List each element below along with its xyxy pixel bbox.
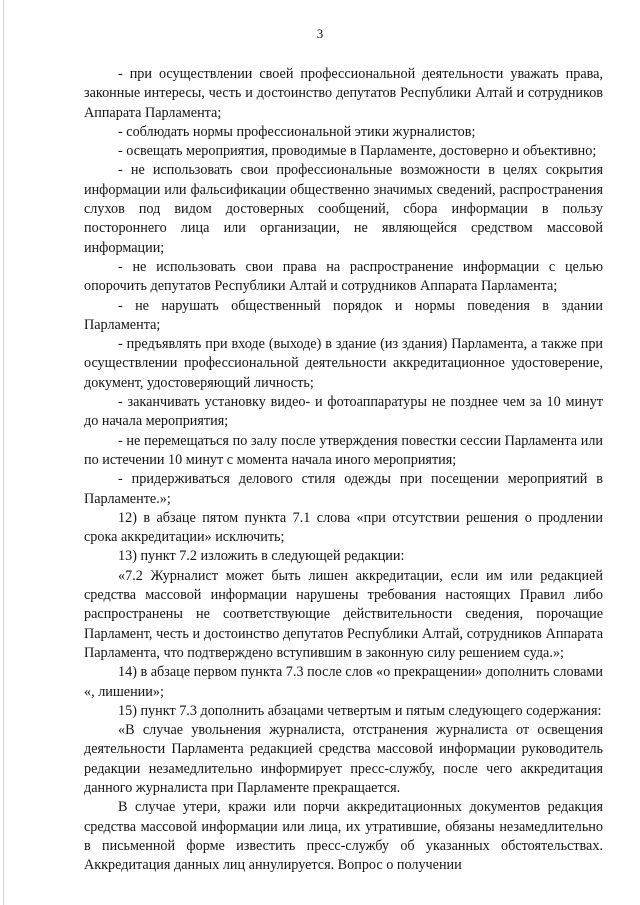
paragraph-item-12: 12) в абзаце пятом пункта 7.1 слова «при отсутствии решения о продлении срока аккредитации» исключить; [84, 509, 603, 546]
paragraph-loss: В случае утери, кражи или порчи аккредитационных документов редакция средства массовой информации или лица, их утратившие, обязаны незамедлительно в письменной форме известить пресс-службу об указанных обстоятельствах. Аккредитация данных лиц аннулируется. Вопрос о получении [84, 799, 603, 874]
paragraph-no-misuse: - не использовать свои профессиональные возможности в целях сокрытия информации или фальсификации общественно значимых сведений, распространения слухов под видом достоверных сообщений, сбора информации в пользу постороннего лица или организации, не являющейся средством массовой информации; [84, 162, 603, 256]
document-body [84, 65, 603, 875]
paragraph-dress-code: - придерживаться делового стиля одежды при посещении мероприятий в Парламенте.»; [84, 471, 603, 507]
paragraph-item-13: 13) пункт 7.2 изложить в следующей редакции: [118, 548, 405, 565]
paragraph-respect-rights: - при осуществлении своей профессиональной деятельности уважать права, законные интересы, честь и достоинство депутатов Республики Алтай и сотрудников Аппарата Парламента; [84, 66, 603, 121]
paragraph-no-defame: - не использовать свои права на распространение информации с целью опорочить депутатов Республики Алтай и сотрудников Аппарата Парламента; [84, 258, 603, 295]
page-number: 3 [316, 26, 324, 41]
paragraph-equipment-setup: - заканчивать установку видео- и фотоаппаратуры не позднее чем за 10 минут до начала мероприятия; [84, 394, 603, 430]
paragraph-no-moving: - не перемещаться по залу после утверждения повестки сессии Парламента или по истечении 10 минут с момента начала иного мероприятия; [84, 432, 603, 468]
paragraph-ethics: - соблюдать нормы профессиональной этики журналистов; [118, 123, 476, 140]
paragraph-dismissal: «В случае увольнения журналиста, отстранения журналиста от освещения деятельности Парламента редакцией средства массовой информации руководитель редакции незамедлительно информирует пресс-службу, после чего аккредитация данного журналиста при Парламенте прекращается. [84, 722, 603, 796]
paragraph-public-order: - не нарушать общественный порядок и нормы поведения в здании Парламента; [84, 297, 603, 333]
paragraph-cover-events: - освещать мероприятия, проводимые в Парламенте, достоверно и объективно; [118, 143, 597, 160]
paragraph-point-7-2: «7.2 Журналист может быть лишен аккредитации, если им или редакцией средства массовой информации нарушены требования настоящих Правил либо распространены не соответствующие действительности сведения, порочащие Парламент, честь и достоинство депутатов Республики Алтай, сотрудников Аппарата Парламента, что подтверждено вступившим в законную силу решением суда.»; [84, 567, 603, 661]
paragraph-item-15: 15) пункт 7.3 дополнить абзацами четвертым и пятым следующего содержания: [118, 702, 602, 719]
paragraph-present-id: - предъявлять при входе (выходе) в здание (из здания) Парламента, а также при осуществлении профессиональной деятельности аккредитационное удостоверение, документ, удостоверяющий личность; [84, 336, 603, 391]
scan-edge [3, 0, 4, 905]
paragraph-item-14: 14) в абзаце первом пункта 7.3 после слов «о прекращении» дополнить словами «, лишении»; [84, 664, 603, 700]
